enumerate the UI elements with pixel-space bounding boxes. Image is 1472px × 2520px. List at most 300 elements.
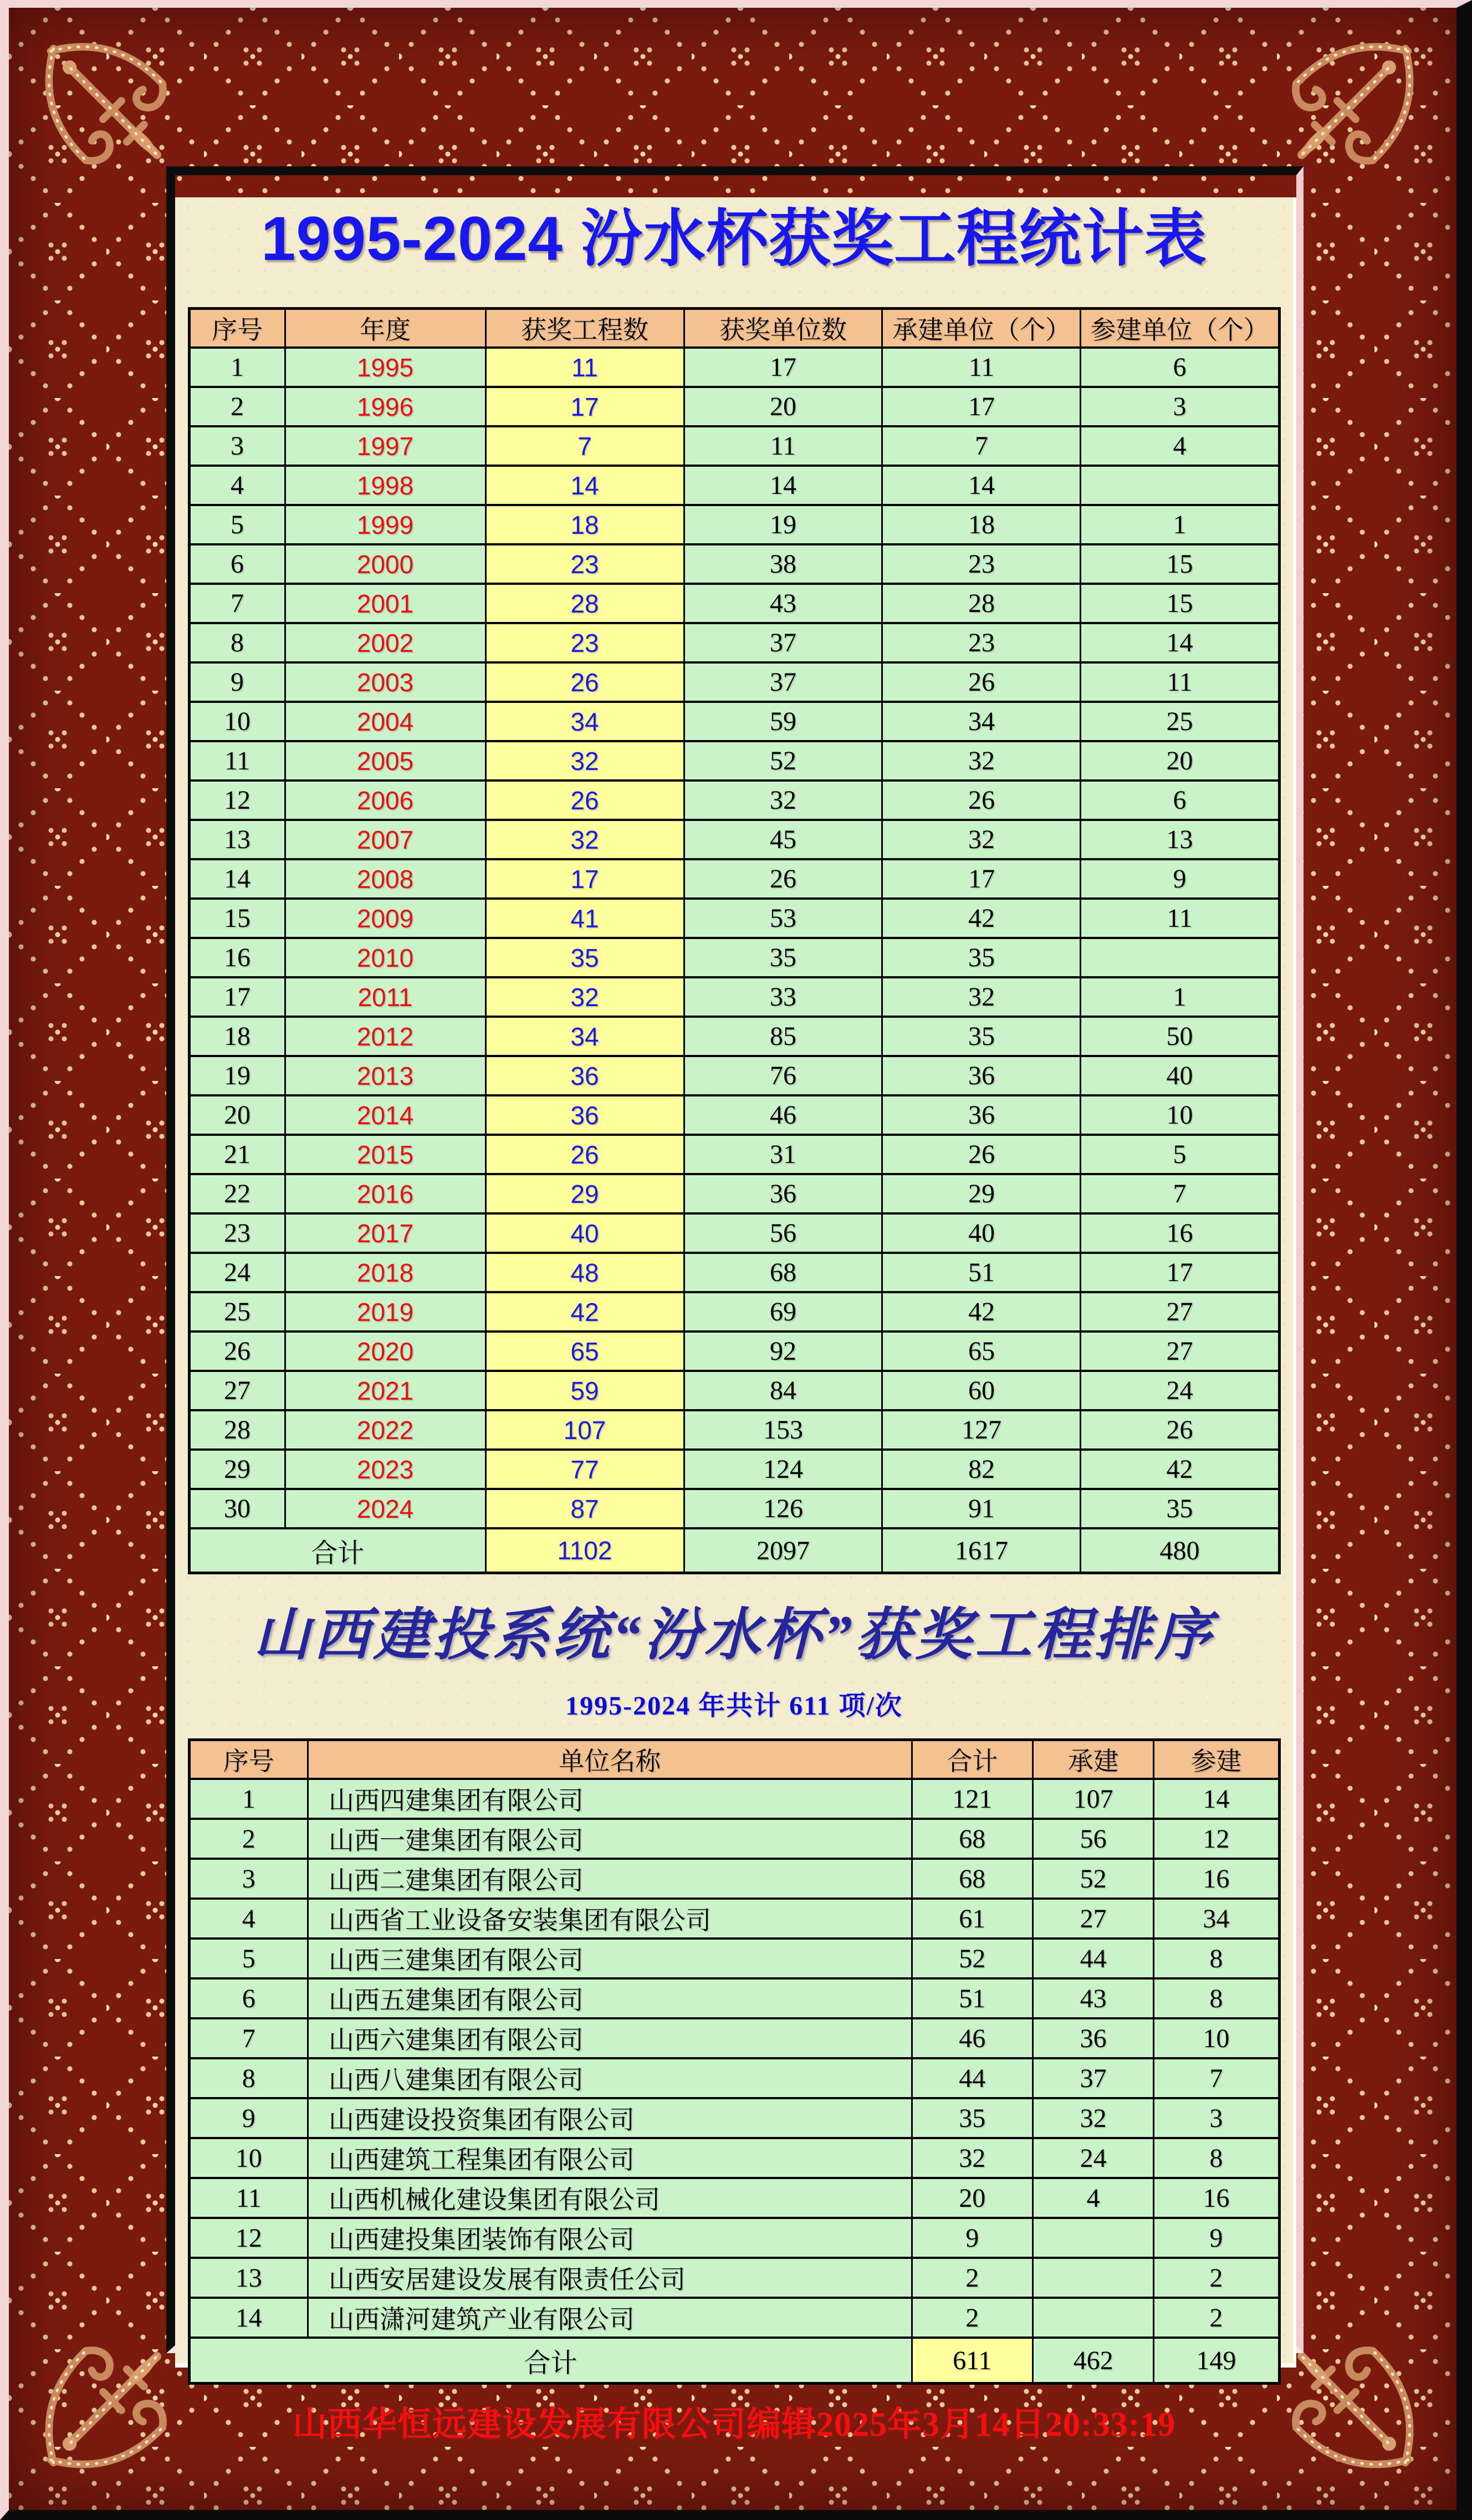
table-row [189, 859, 1279, 899]
table-cell: 36 [882, 1095, 1081, 1135]
table-cell: 3 [1081, 387, 1279, 426]
table-cell: 51 [912, 1978, 1033, 2018]
table-cell: 2011 [285, 977, 485, 1017]
table-cell: 124 [684, 1450, 882, 1489]
table-cell: 27 [1081, 1292, 1279, 1332]
table-cell: 56 [684, 1213, 882, 1253]
table-cell: 1998 [285, 466, 485, 505]
table-cell: 9 [189, 2098, 308, 2138]
table-cell: 16 [1081, 1213, 1279, 1253]
table-cell: 35 [485, 938, 684, 977]
table-cell: 2018 [285, 1253, 485, 1292]
table-cell: 92 [684, 1332, 882, 1371]
table-row [189, 1410, 1279, 1450]
ranking-subtitle: 1995-2024 年共计 611 项/次 [565, 1691, 903, 1721]
total-contract: 462 [1033, 2338, 1153, 2384]
table-cell: 25 [189, 1292, 285, 1332]
table-cell: 32 [485, 820, 684, 859]
table-row [189, 899, 1279, 938]
award-statistics-table [188, 307, 1281, 1574]
table-cell: 14 [1081, 623, 1279, 662]
table-cell: 18 [189, 1017, 285, 1056]
table-cell: 2006 [285, 781, 485, 820]
table-cell: 11 [684, 426, 882, 466]
table-cell: 山西五建集团有限公司 [308, 1978, 912, 2018]
table-cell: 44 [1033, 1939, 1153, 1978]
table-cell: 48 [485, 1253, 684, 1292]
table-row [189, 2018, 1279, 2058]
table-cell: 38 [684, 544, 882, 584]
column-header: 合计 [912, 1740, 1033, 1779]
table-cell: 1 [1081, 977, 1279, 1017]
table-cell: 2000 [285, 544, 485, 584]
table-cell: 11 [189, 741, 285, 781]
table-cell: 14 [1154, 1779, 1279, 1819]
table-cell: 11 [882, 348, 1081, 387]
table-header-row [189, 1740, 1279, 1779]
table-cell: 17 [485, 859, 684, 899]
table-row [189, 1017, 1279, 1056]
table-cell: 42 [882, 899, 1081, 938]
table-cell: 10 [189, 702, 285, 741]
table-cell: 84 [684, 1371, 882, 1410]
table-cell: 16 [1154, 2178, 1279, 2218]
table-cell: 19 [189, 1056, 285, 1095]
table-row [189, 2218, 1279, 2258]
table-cell: 2021 [285, 1371, 485, 1410]
table-row [189, 1939, 1279, 1978]
table-cell: 2017 [285, 1213, 485, 1253]
table-cell: 26 [485, 781, 684, 820]
table-cell: 山西八建集团有限公司 [308, 2058, 912, 2098]
column-header: 序号 [189, 1740, 308, 1779]
table-cell: 7 [189, 2018, 308, 2058]
table-cell: 山西省工业设备安装集团有限公司 [308, 1899, 912, 1939]
total-label: 合计 [189, 1528, 485, 1573]
table-cell: 16 [189, 938, 285, 977]
table-cell: 2 [1154, 2298, 1279, 2338]
table-cell: 2019 [285, 1292, 485, 1332]
table-cell: 11 [485, 348, 684, 387]
table-cell: 13 [1081, 820, 1279, 859]
table-cell: 24 [1033, 2138, 1153, 2178]
table-cell: 山西建投集团装饰有限公司 [308, 2218, 912, 2258]
table-cell: 33 [684, 977, 882, 1017]
table-row [189, 1292, 1279, 1332]
table-row [189, 466, 1279, 505]
table-row [189, 1371, 1279, 1410]
table-cell: 2009 [285, 899, 485, 938]
table-row [189, 584, 1279, 623]
table-cell: 77 [485, 1450, 684, 1489]
table-cell: 2008 [285, 859, 485, 899]
table-cell: 17 [1081, 1253, 1279, 1292]
table-cell: 19 [684, 505, 882, 544]
table-cell: 7 [485, 426, 684, 466]
table-row [189, 741, 1279, 781]
table-cell: 17 [882, 387, 1081, 426]
table-cell: 42 [1081, 1450, 1279, 1489]
table-cell: 13 [189, 820, 285, 859]
table-cell: 28 [882, 584, 1081, 623]
table-cell: 36 [684, 1174, 882, 1213]
corner-flourish-icon [21, 2330, 183, 2492]
table-cell: 68 [912, 1819, 1033, 1859]
table-cell: 35 [912, 2098, 1033, 2138]
table-cell: 15 [1081, 544, 1279, 584]
table-cell: 36 [1033, 2018, 1153, 2058]
table-cell: 1 [189, 348, 285, 387]
table-cell: 28 [485, 584, 684, 623]
column-header: 序号 [189, 309, 285, 348]
table-cell: 4 [1081, 426, 1279, 466]
table-cell: 32 [912, 2138, 1033, 2178]
table-row [189, 938, 1279, 977]
table-cell: 87 [485, 1489, 684, 1528]
table-cell: 17 [485, 387, 684, 426]
column-header: 年度 [285, 309, 485, 348]
table-cell: 3 [189, 1859, 308, 1899]
table-row [189, 1489, 1279, 1528]
table-cell: 76 [684, 1056, 882, 1095]
table-cell: 36 [485, 1095, 684, 1135]
table-cell: 山西建筑工程集团有限公司 [308, 2138, 912, 2178]
table-cell: 4 [189, 1899, 308, 1939]
table-cell: 8 [1154, 1939, 1279, 1978]
table-cell: 43 [1033, 1978, 1153, 2018]
total-contract-units: 1617 [882, 1528, 1081, 1573]
table-cell: 8 [1154, 1978, 1279, 2018]
table-cell: 12 [1154, 1819, 1279, 1859]
table-row [189, 1899, 1279, 1939]
table-cell: 31 [684, 1135, 882, 1174]
total-count: 611 [912, 2338, 1033, 2384]
column-header: 承建 [1033, 1740, 1153, 1779]
table-row [189, 2178, 1279, 2218]
table-cell: 12 [189, 2218, 308, 2258]
table-cell: 26 [882, 1135, 1081, 1174]
table-cell: 65 [882, 1332, 1081, 1371]
table-cell: 29 [189, 1450, 285, 1489]
table-cell: 18 [485, 505, 684, 544]
table-row [189, 1450, 1279, 1489]
table-cell: 4 [1033, 2178, 1153, 2218]
table-cell: 20 [1081, 741, 1279, 781]
corner-flourish-icon [1276, 2330, 1438, 2492]
table-cell: 46 [912, 2018, 1033, 2058]
table-cell: 37 [684, 662, 882, 702]
table-row [189, 1095, 1279, 1135]
table-cell: 126 [684, 1489, 882, 1528]
table-cell: 14 [189, 859, 285, 899]
ranking-title: 山西建投系统“汾水杯”获奖工程排序 [253, 1604, 1215, 1667]
table-cell: 2023 [285, 1450, 485, 1489]
table-cell: 153 [684, 1410, 882, 1450]
table-cell: 山西三建集团有限公司 [308, 1939, 912, 1978]
table-cell: 60 [882, 1371, 1081, 1410]
table-cell: 37 [684, 623, 882, 662]
table-cell: 6 [1081, 781, 1279, 820]
table-cell: 山西安居建设发展有限责任公司 [308, 2258, 912, 2298]
table-cell: 61 [912, 1899, 1033, 1939]
table-cell: 36 [882, 1056, 1081, 1095]
table-cell: 26 [485, 1135, 684, 1174]
table-cell: 1999 [285, 505, 485, 544]
table-cell: 24 [1081, 1371, 1279, 1410]
column-header: 获奖工程数 [485, 309, 684, 348]
table-cell: 6 [189, 544, 285, 584]
table-cell: 65 [485, 1332, 684, 1371]
table-row [189, 2258, 1279, 2298]
table-cell: 2004 [285, 702, 485, 741]
total-label: 合计 [189, 2338, 912, 2384]
table-cell [1081, 466, 1279, 505]
table-row [189, 1332, 1279, 1371]
table-row [189, 623, 1279, 662]
table-cell: 27 [1033, 1899, 1153, 1939]
table-cell: 17 [684, 348, 882, 387]
table-row [189, 1174, 1279, 1213]
table-cell: 36 [485, 1056, 684, 1095]
table-cell: 23 [882, 544, 1081, 584]
total-participate: 149 [1154, 2338, 1279, 2384]
table-header-row [189, 309, 1279, 348]
table-cell: 2016 [285, 1174, 485, 1213]
table-cell: 5 [189, 1939, 308, 1978]
table-row [189, 977, 1279, 1017]
table-cell: 11 [1081, 899, 1279, 938]
table-cell: 26 [1081, 1410, 1279, 1450]
table-cell: 2 [1154, 2258, 1279, 2298]
table-cell: 21 [189, 1135, 285, 1174]
table-cell: 32 [1033, 2098, 1153, 2138]
table-cell: 32 [882, 820, 1081, 859]
table-cell [1081, 938, 1279, 977]
table-cell: 41 [485, 899, 684, 938]
table-cell: 30 [189, 1489, 285, 1528]
table-cell: 40 [882, 1213, 1081, 1253]
table-cell: 山西二建集团有限公司 [308, 1859, 912, 1899]
table-cell: 107 [1033, 1779, 1153, 1819]
table-cell: 山西潇河建筑产业有限公司 [308, 2298, 912, 2338]
table-cell: 25 [1081, 702, 1279, 741]
table-cell: 69 [684, 1292, 882, 1332]
table-cell: 4 [189, 466, 285, 505]
table-cell: 26 [189, 1332, 285, 1371]
table-cell: 2003 [285, 662, 485, 702]
table-cell: 9 [1081, 859, 1279, 899]
table-cell [1033, 2298, 1153, 2338]
table-cell: 12 [189, 781, 285, 820]
total-row [189, 2338, 1279, 2384]
table-cell: 2022 [285, 1410, 485, 1450]
table-cell: 23 [882, 623, 1081, 662]
table-cell: 15 [189, 899, 285, 938]
table-cell: 43 [684, 584, 882, 623]
table-cell: 2002 [285, 623, 485, 662]
table-cell: 5 [1081, 1135, 1279, 1174]
table-cell: 1995 [285, 348, 485, 387]
table-cell: 34 [485, 702, 684, 741]
table-row [189, 348, 1279, 387]
table-cell: 6 [1081, 348, 1279, 387]
table-cell: 10 [189, 2138, 308, 2178]
table-cell: 23 [485, 544, 684, 584]
table-cell: 46 [684, 1095, 882, 1135]
table-cell: 29 [485, 1174, 684, 1213]
table-cell: 2014 [285, 1095, 485, 1135]
company-ranking-table [188, 1738, 1281, 2385]
table-cell: 37 [1033, 2058, 1153, 2098]
table-cell: 44 [912, 2058, 1033, 2098]
table-cell: 50 [1081, 1017, 1279, 1056]
column-header: 单位名称 [308, 1740, 912, 1779]
table-cell: 32 [684, 781, 882, 820]
table-row [189, 544, 1279, 584]
table-row [189, 1819, 1279, 1859]
table-row [189, 820, 1279, 859]
corner-flourish-icon [21, 19, 183, 181]
table-cell: 82 [882, 1450, 1081, 1489]
table-row [189, 2058, 1279, 2098]
table-cell: 42 [485, 1292, 684, 1332]
table-cell: 10 [1081, 1095, 1279, 1135]
table-cell: 山西机械化建设集团有限公司 [308, 2178, 912, 2218]
table-cell: 1 [189, 1779, 308, 1819]
table-cell: 26 [684, 859, 882, 899]
table-cell: 14 [684, 466, 882, 505]
content-panel [166, 166, 1304, 2444]
table-cell: 26 [882, 662, 1081, 702]
table-cell: 山西建设投资集团有限公司 [308, 2098, 912, 2138]
table-cell: 107 [485, 1410, 684, 1450]
table-cell: 11 [1081, 662, 1279, 702]
table-cell: 51 [882, 1253, 1081, 1292]
table-cell: 34 [1154, 1899, 1279, 1939]
table-cell: 14 [189, 2298, 308, 2338]
table-cell: 9 [189, 662, 285, 702]
column-header: 参建单位（个） [1081, 309, 1279, 348]
table-cell: 16 [1154, 1859, 1279, 1899]
table-cell: 68 [684, 1253, 882, 1292]
table-cell: 29 [882, 1174, 1081, 1213]
table-cell: 22 [189, 1174, 285, 1213]
table-cell: 35 [1081, 1489, 1279, 1528]
footer-credit: 山西华恒远建设发展有限公司编辑2025年3月14日20:33:19 [292, 2406, 1176, 2444]
table-cell: 34 [485, 1017, 684, 1056]
table-cell: 3 [189, 426, 285, 466]
total-participate-units: 480 [1081, 1528, 1279, 1573]
table-cell: 20 [912, 2178, 1033, 2218]
table-cell: 32 [485, 741, 684, 781]
table-cell: 2 [912, 2258, 1033, 2298]
table-cell: 7 [189, 584, 285, 623]
table-row [189, 1978, 1279, 2018]
table-cell: 2010 [285, 938, 485, 977]
column-header: 获奖单位数 [684, 309, 882, 348]
total-row [189, 1528, 1279, 1573]
table-cell: 23 [189, 1213, 285, 1253]
table-cell: 8 [189, 2058, 308, 2098]
table-cell: 127 [882, 1410, 1081, 1450]
table-cell: 3 [1154, 2098, 1279, 2138]
table-cell: 45 [684, 820, 882, 859]
table-cell [1033, 2258, 1153, 2298]
table-cell: 山西一建集团有限公司 [308, 1819, 912, 1859]
table-cell: 28 [189, 1410, 285, 1450]
table-row [189, 1779, 1279, 1819]
table-cell: 11 [189, 2178, 308, 2218]
table-cell: 35 [684, 938, 882, 977]
table-cell: 2 [189, 387, 285, 426]
table-cell: 17 [189, 977, 285, 1017]
table-row [189, 702, 1279, 741]
table-cell: 山西六建集团有限公司 [308, 2018, 912, 2058]
column-header: 承建单位（个） [882, 309, 1081, 348]
table-cell: 24 [189, 1253, 285, 1292]
table-cell: 9 [1154, 2218, 1279, 2258]
table-cell: 2024 [285, 1489, 485, 1528]
table-cell: 85 [684, 1017, 882, 1056]
table-cell: 42 [882, 1292, 1081, 1332]
table-row [189, 1056, 1279, 1095]
table-cell: 7 [1154, 2058, 1279, 2098]
total-projects: 1102 [485, 1528, 684, 1573]
table-row [189, 1859, 1279, 1899]
table-cell: 59 [684, 702, 882, 741]
table-cell: 26 [882, 781, 1081, 820]
table-cell [1033, 2218, 1153, 2258]
table-cell: 2012 [285, 1017, 485, 1056]
table-cell: 26 [485, 662, 684, 702]
table-cell: 5 [189, 505, 285, 544]
table-cell: 10 [1154, 2018, 1279, 2058]
table-cell: 52 [1033, 1859, 1153, 1899]
table-cell: 7 [882, 426, 1081, 466]
table-cell: 2005 [285, 741, 485, 781]
table-cell: 1996 [285, 387, 485, 426]
table-cell: 14 [485, 466, 684, 505]
table-cell: 56 [1033, 1819, 1153, 1859]
table-cell: 2 [189, 1819, 308, 1859]
table-cell: 52 [684, 741, 882, 781]
table-cell: 14 [882, 466, 1081, 505]
table-cell: 68 [912, 1859, 1033, 1899]
table-cell: 23 [485, 623, 684, 662]
table-cell: 1997 [285, 426, 485, 466]
table-cell: 53 [684, 899, 882, 938]
table-cell: 32 [882, 741, 1081, 781]
table-cell: 35 [882, 938, 1081, 977]
table-cell: 2013 [285, 1056, 485, 1095]
page-title: 1995-2024 汾水杯获奖工程统计表 [261, 204, 1207, 273]
column-header: 参建 [1154, 1740, 1279, 1779]
table-cell: 20 [684, 387, 882, 426]
table-cell: 40 [1081, 1056, 1279, 1095]
table-row [189, 387, 1279, 426]
table-cell: 2001 [285, 584, 485, 623]
table-cell: 2007 [285, 820, 485, 859]
table-cell: 35 [882, 1017, 1081, 1056]
table-cell: 2015 [285, 1135, 485, 1174]
table-cell: 2 [912, 2298, 1033, 2338]
table-row [189, 1135, 1279, 1174]
table-row [189, 781, 1279, 820]
table-cell: 52 [912, 1939, 1033, 1978]
table-cell: 山西四建集团有限公司 [308, 1779, 912, 1819]
table-cell: 18 [882, 505, 1081, 544]
table-cell: 91 [882, 1489, 1081, 1528]
